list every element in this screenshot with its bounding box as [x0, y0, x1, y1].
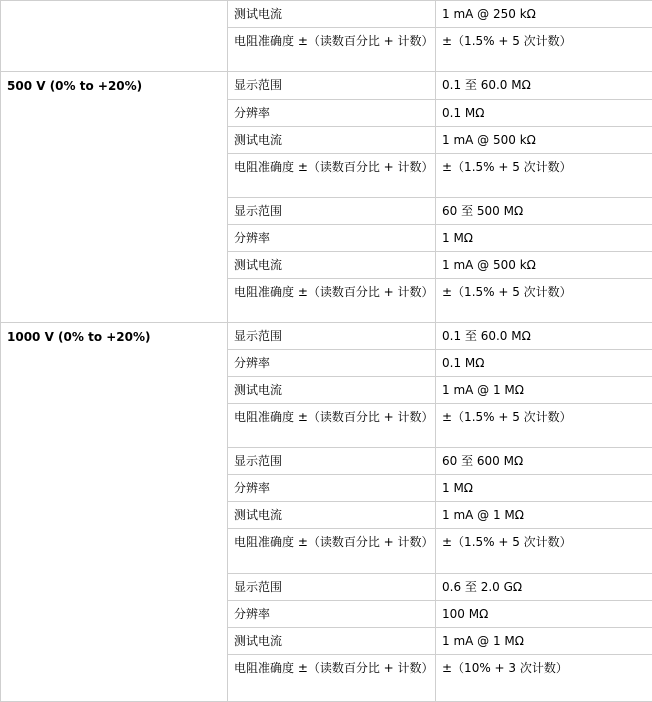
value-cell: 0.1 MΩ: [436, 350, 652, 377]
value-cell: 1 mA @ 1 MΩ: [436, 628, 652, 655]
param-cell: 分辨率: [228, 475, 436, 502]
table-row: [1, 323, 652, 350]
value-cell: 1 mA @ 1 MΩ: [436, 502, 652, 529]
table-row: [1, 1, 652, 28]
value-cell: 0.1 至 60.0 MΩ: [436, 72, 652, 100]
voltage-group-label: 1000 V (0% to +20%): [1, 323, 228, 702]
param-cell: 测试电流: [228, 628, 436, 655]
value-cell: 0.6 至 2.0 GΩ: [436, 574, 652, 601]
value-cell: 1 mA @ 1 MΩ: [436, 377, 652, 404]
value-cell: ±（1.5% + 5 次计数）: [436, 279, 652, 323]
param-cell: 分辨率: [228, 100, 436, 127]
param-cell: 显示范围: [228, 72, 436, 100]
group-cell-empty: [1, 1, 228, 72]
param-cell: 分辨率: [228, 350, 436, 377]
param-cell: 显示范围: [228, 323, 436, 350]
value-cell: 1 mA @ 500 kΩ: [436, 252, 652, 279]
param-cell: 分辨率: [228, 225, 436, 252]
param-cell: 测试电流: [228, 127, 436, 154]
param-cell: 电阻准确度 ±（读数百分比 + 计数）: [228, 529, 436, 574]
value-cell: ±（10% + 3 次计数）: [436, 655, 652, 702]
param-cell: 电阻准确度 ±（读数百分比 + 计数）: [228, 28, 436, 72]
value-cell: 0.1 MΩ: [436, 100, 652, 127]
param-cell: 电阻准确度 ±（读数百分比 + 计数）: [228, 154, 436, 198]
value-cell: ±（1.5% + 5 次计数）: [436, 529, 652, 574]
value-cell: ±（1.5% + 5 次计数）: [436, 404, 652, 448]
param-cell: 电阻准确度 ±（读数百分比 + 计数）: [228, 279, 436, 323]
value-cell: ±（1.5% + 5 次计数）: [436, 154, 652, 198]
param-cell: 分辨率: [228, 601, 436, 628]
param-cell: 显示范围: [228, 448, 436, 475]
param-cell: 测试电流: [228, 1, 436, 28]
value-cell: 1 mA @ 500 kΩ: [436, 127, 652, 154]
table-row: [1, 72, 652, 100]
value-cell: 0.1 至 60.0 MΩ: [436, 323, 652, 350]
param-cell: 电阻准确度 ±（读数百分比 + 计数）: [228, 404, 436, 448]
param-cell: 测试电流: [228, 252, 436, 279]
param-cell: 显示范围: [228, 574, 436, 601]
value-cell: 1 MΩ: [436, 225, 652, 252]
param-cell: 测试电流: [228, 502, 436, 529]
value-cell: 60 至 500 MΩ: [436, 198, 652, 225]
value-cell: 1 MΩ: [436, 475, 652, 502]
value-cell: 100 MΩ: [436, 601, 652, 628]
value-cell: ±（1.5% + 5 次计数）: [436, 28, 652, 72]
param-cell: 测试电流: [228, 377, 436, 404]
value-cell: 1 mA @ 250 kΩ: [436, 1, 652, 28]
value-cell: 60 至 600 MΩ: [436, 448, 652, 475]
param-cell: 电阻准确度 ±（读数百分比 + 计数）: [228, 655, 436, 702]
voltage-group-label: 500 V (0% to +20%): [1, 72, 228, 323]
param-cell: 显示范围: [228, 198, 436, 225]
